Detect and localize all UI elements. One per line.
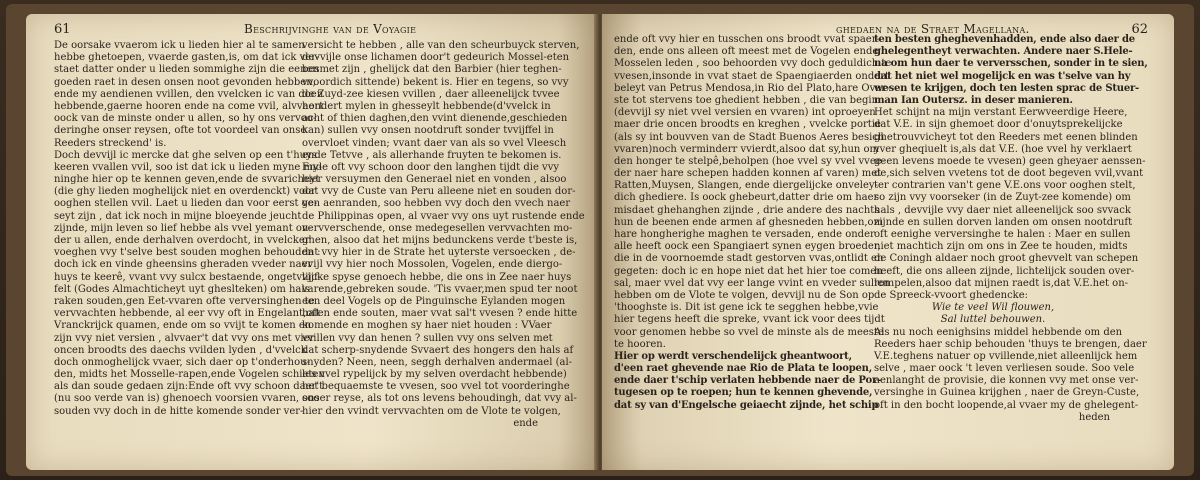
text-line: hebbe ghetoepen, vvaerde gasten,is, om dat ick ver-: [54, 52, 320, 64]
text-line: keeren vvallen vvil, soo ist dat ick u lieden myne my-: [54, 161, 322, 173]
text-line: ende Tetvve , als allerhande fruyten te bekomen is.: [302, 149, 562, 161]
text-line: hare hongherighe maghen te versaden, ende onder: [614, 229, 875, 240]
text-line: ten besten gheghevenhadden, ende also daer de: [874, 34, 1135, 45]
text-line: deringhe onser reysen, ofte tot voordeel van onse: [54, 125, 307, 137]
text-line: goeden raet in desen onsen noot gevonden hebben,: [54, 76, 316, 88]
text-line: selve , maer oock 't leven verliesen soude. Soo vele: [874, 363, 1135, 375]
text-line: hals , devvijle vvy daer niet alleenelijck soo svvack: [874, 204, 1131, 216]
text-line: gegeten: doch ic en hope niet dat het hier toe comen: [614, 265, 883, 277]
text-line: (als sy int bouvven van de Stadt Buenos Aeres besich: [614, 131, 885, 143]
text-line: lijcke spyse genoech hebbe, die ons in Zee naer huys: [302, 271, 572, 283]
text-line: Sal luttel behouwen.: [940, 314, 1046, 326]
text-line: oft in den bocht loopende,al vvaer my de ghelegent-: [874, 399, 1139, 411]
text-line: sal, maer vvel dat vvy eer lange vvint en vveder sullen: [614, 277, 890, 289]
text-line: (devvijl sy niet vvel versien en vvaren) int oproeyen: [614, 107, 876, 119]
text-line: voor genomen hebbe so vvel de minste als de meeste: [614, 326, 884, 338]
text-line: (nu soo verde van is) ghenoech voorsien vvaren, soo: [54, 393, 320, 405]
text-line: oft eenighe verversinghe te halen : Maer en sullen: [874, 229, 1131, 240]
text-line: 'thooghste is. Dit ist gene ick te segghen hebbe,vvie: [614, 302, 879, 314]
text-line: ende my aendienen vvillen, den vvelcken ic van doen: [54, 88, 324, 100]
text-line: de Coningh aldaer noch groot ghevvelt van schepen: [874, 253, 1139, 265]
text-line: ninghe hier op te kennen geven,ende de svvaricheyt: [54, 174, 320, 186]
text-line: den, midts het Mosselle-rapen,ende Vogelen schieten: [54, 369, 325, 381]
text-line: dat V.E. in sijn ghemoet door d'onuytsprekelijcke: [874, 119, 1123, 131]
text-line: dat scherp-snydende Svvaert des hongers den hals af: [302, 344, 574, 356]
text-line: tugesen op te roepen; hun te kennen ghevende,: [614, 387, 873, 399]
text-line: ghetrouvvicheyt tot den Reeders met eenen blinden: [874, 131, 1138, 143]
text-line: Vranckrijck quamen, ende om so vvijt te komen en: [54, 320, 312, 332]
text-line: hondert mylen in ghesseylt hebbende(d'vvelck in: [302, 100, 551, 112]
text-line: hier versuymen den Generael niet en vonden , alsoo: [302, 174, 567, 186]
text-line: na om hun daer te verversschen, sonder in te sien,: [874, 58, 1148, 70]
text-line: vvaren)noch verminderr vvierdt,alsoo dat sy,hun om: [614, 143, 880, 155]
catchword-left: ende: [513, 418, 538, 429]
text-line: devvijle onse lichamen door't gedeurich Mossel-eten: [302, 52, 570, 64]
text-line: oncen broodts des daechs vvilden lyden , d'vvelck: [54, 344, 307, 356]
text-line: hier den vvindt vervvachten om de Vlote te volgen,: [302, 405, 561, 417]
text-line: besmet zijn , ghelijck dat den Barbier (hier teghen-: [302, 64, 562, 76]
text-line: een deel Vogels op de Pinguinsche Eylanden mogen: [302, 295, 566, 307]
text-line: Hier op werdt verschendelijck gheantwoort,: [614, 350, 852, 362]
text-line: man Ian Outersz. in deser manieren.: [874, 94, 1073, 106]
text-line: hier tegens heeft die spreke, vvant ick voor dees tijdt: [614, 314, 885, 326]
text-line: voeghen vvy t'selve best souden moghen behouden :: [54, 247, 321, 259]
text-line: Wie te veel Wil flouwen,: [931, 302, 1055, 314]
text-line: ghelegentheyt verwachten. Andere naer S.Hele-: [874, 46, 1133, 58]
text-line: souden vvy doch in de hitte komende sonder ver-: [54, 405, 304, 417]
text-line: oock van de minste onder u allen, so hy ons vervoo-: [54, 113, 317, 125]
right-page-column-b: [874, 34, 1148, 412]
text-line: den, ende ons alleen oft meest met de Vogelen ende: [614, 46, 879, 58]
text-line: misdaet ghehanghen zijnde , drie andere des nachts: [614, 204, 880, 216]
text-line: kan) sullen vvy onsen nootdruft sonder tvvijffel in: [302, 125, 554, 137]
text-line: heeft, die ons alleen zijnde, lichtelijck souden over-: [874, 265, 1135, 277]
text-line: de Philippinas open, al vvaer vvy ons uyt rustende ende: [302, 210, 585, 222]
text-line: V.E.teghens natuer op vvillende,niet alleenlijck hem: [874, 350, 1138, 362]
text-line: vvillen vvy dan henen ? sullen vvy ons selven met: [302, 332, 553, 344]
text-line: vervvachten hebbende, al eer vvy oft in Engelant,oft: [54, 308, 320, 320]
text-line: raken souden,gen Eet-vvaren ofte verversinghen te: [54, 295, 315, 307]
text-line: den honger te stelpê,beholpen (hoe vvel sy vvel vvee-: [614, 155, 886, 167]
text-line: (die ghy lieden moghelijck niet en overdenckt) voor: [54, 186, 316, 198]
text-line: onser reyse, als tot ons levens behoudingh, dat vvy al-: [302, 393, 577, 405]
text-line: Ende oft vvy schoon door den langhen tijdt die vvy: [302, 161, 559, 173]
text-line: der naer hare schepen hadden konnen af varen) met: [614, 168, 882, 180]
left-page: [26, 14, 598, 470]
text-line: acht of thien daghen,den vvint dienende,geschieden: [302, 113, 568, 125]
text-line: varende,gebreken soude. 'Tis vvaer,men spud ter noot: [302, 283, 578, 295]
text-line: zijnde, mijn leven so lief hebbe als vvel yemant on-: [54, 222, 312, 234]
text-line: maer drie oncen broodts en kreghen , vvelcke portie: [614, 119, 881, 131]
text-line: dat vvy de Custe van Peru alleene niet en souden dor-: [302, 186, 576, 198]
running-head-right: ghedaen na de Straet Magellana.: [836, 22, 1030, 36]
text-line: ter contrarien van't gene V.E.ons voor ooghen stelt,: [874, 180, 1136, 192]
text-line: ooghen stellen vvil. Laet u lieden dan voor eerst ge-: [54, 198, 318, 210]
text-line: Ratten,Muysen, Slangen, ende diergelijcke onveley-: [614, 180, 878, 192]
text-line: vvesen,insonde in vvat staet de Spaengiaerden ondert: [614, 70, 889, 82]
text-line: als dan soude gedaen zijn:Ende oft vvy schoon daer't: [54, 381, 324, 393]
text-line: alle heeft oock een Spangiaert synen eygen broeder,: [614, 241, 881, 253]
text-line: te hooren.: [614, 338, 666, 350]
text-line: dat het niet wel mogelijck en was t'selve van hy: [874, 70, 1131, 82]
left-page-header: [54, 22, 584, 38]
text-line: beleyt van Petrus Mendosa,in Rio del Plato,hare Over-: [614, 82, 890, 94]
page-number-right: 62: [1131, 22, 1148, 37]
text-line: het bequaemste te vvesen, soo vvel tot voorderinghe: [302, 381, 570, 393]
text-line: De oorsake vvaerom ick u lieden hier al te samen: [54, 40, 305, 51]
text-line: Mosselen leden , soo behoorden vvy doch geduldich te: [614, 58, 892, 70]
text-line: Reeders haer schip behouden 'thuys te brengen, daer: [874, 338, 1147, 350]
text-line: dat vvy hier in de Strate het uyterste versoecken , de-: [302, 247, 576, 259]
text-line: hun de beenen ende armen af ghesneden hebben,om: [614, 216, 884, 228]
text-line: hebben om de Vlote te volgen, devvijl nu de Son op: [614, 289, 875, 301]
text-line: staet datter onder u lieden sommighe zijn die eenen: [54, 64, 319, 76]
text-line: de,sich selven vvetens tot de doot begeven vvil,vvant: [874, 168, 1144, 180]
text-line: hebbende,gaerne hooren ende na come vvil, alvvaert: [54, 100, 324, 112]
text-line: Het schijnt na mijn verstant Eerwveerdige Heere,: [874, 107, 1128, 119]
catchword-right: heden: [1078, 412, 1110, 423]
text-line: versicht te hebben , alle van den scheurbuyck sterven,: [302, 40, 580, 51]
text-line: Als nu noch eenighsins middel hebbende om den: [874, 326, 1123, 338]
text-line: versinghe in Guinea krijghen , naer de Greyn-Custe,: [874, 387, 1140, 399]
text-line: zijn vvy niet versien , alvvaer't dat vvy ons met vier: [54, 332, 315, 344]
text-line: de Spreeck-vvoort ghedencke:: [874, 289, 1029, 301]
text-line: seyt zijn , dat ick noch in mijne bloeyende jeucht: [54, 210, 302, 222]
text-line: ende oft vvy hier en tusschen ons broodt vvat spaer-: [614, 34, 880, 45]
text-line: dat sy van d'Engelsche geiaecht zijnde, het schip: [614, 399, 879, 411]
text-line: ghen, alsoo dat het mijns bedunckens verde t'beste is,: [302, 235, 578, 246]
text-line: vvoordich sittende) bekent is. Hier en tegens, so vvy: [302, 76, 569, 88]
text-line: geen levens moede te vvesen) geen gheyaer aenssen-: [874, 155, 1146, 167]
text-line: aenlanght de provisie, die konnen vvy met onse ver-: [874, 375, 1139, 387]
text-line: felt (Godes Almachticheyt uyt gheslteken) om hals: [54, 283, 310, 295]
text-line: ende daer t'schip verlaten hebbende naer de Por-: [614, 375, 881, 387]
text-line: vvijl vvy hier noch Mossolen, Vogelen, ende diergo-: [302, 259, 563, 271]
open-book: [6, 4, 1194, 476]
text-line: so zijn vvy voorseker (in de Zuyt-zee komende) om: [874, 192, 1131, 204]
left-page-column-b: [302, 40, 585, 418]
text-line: les vvel rypelijck by my selven overdacht hebbende): [302, 369, 567, 381]
text-line: overvloet vinden; vvant daer van als so vvel Vleesch: [302, 137, 567, 149]
left-page-column-a: [54, 40, 325, 418]
text-line: rompelen,alsoo dat mijnen raedt is,dat V.E.het on-: [874, 277, 1129, 289]
text-line: Doch devvijl ic mercke dat ghe selven op een t'huys: [54, 149, 317, 161]
right-page: [602, 14, 1174, 470]
text-line: niet machtich zijn om ons in Zee te houden, midts: [874, 241, 1128, 253]
text-line: doch ick en vinde gheensins gheraden vveder naer: [54, 259, 313, 271]
text-line: snyden? Neen, neen, seggh derhalven andermael (al-: [302, 356, 573, 368]
text-line: komende en moghen sy haer niet houden : VVaer: [302, 320, 552, 332]
text-line: zijnde en sullen dorven landen om onsen nootdruft: [874, 216, 1133, 228]
text-line: de Zuyd-zee kiesen vvillen , daer alleenelijck tvvee: [302, 88, 560, 100]
text-line: d'een raet ghevende nae Rio de Plata te loopen,: [614, 363, 873, 375]
page-number-left: 61: [54, 22, 71, 37]
text-line: Reeders streckend' is.: [54, 137, 167, 149]
text-line: ven aenranden, soo hebben vvy doch den vvech naer: [302, 198, 571, 210]
running-head-left: Beschrijvinghe van de Voyagie: [244, 22, 417, 36]
text-line: ste tot stervens toe ghedient hebben , die van begin: [614, 94, 879, 106]
text-line: halen ende souten, maer vvat sal't vvesen ? ende hitte: [302, 308, 578, 320]
text-line: wesen te krijgen, doch ten lesten sprac de Stuer-: [874, 82, 1140, 94]
text-line: dich ghediere. Is oock ghebeurt,datter drie om haer: [614, 192, 879, 204]
text-line: yver gheqiuelt is,als dat V.E. (hoe vvel hy verklaert: [874, 143, 1132, 155]
text-line: doch onmoghelijck vvaer, sich daer op t'onderhou-: [54, 356, 310, 368]
text-line: die in de voornoemde stadt gestorven vvas,ontlidt en: [614, 253, 884, 265]
right-page-column-a: [614, 34, 892, 412]
text-line: huys te keerê, vvant vvy sulcx bestaende, ongetvvijf-: [54, 271, 321, 283]
text-line: der u allen, ende derhalven overdocht, in vvelcker: [54, 235, 310, 246]
text-line: vervverschende, onse medegesellen vervvachten mo-: [302, 222, 573, 234]
